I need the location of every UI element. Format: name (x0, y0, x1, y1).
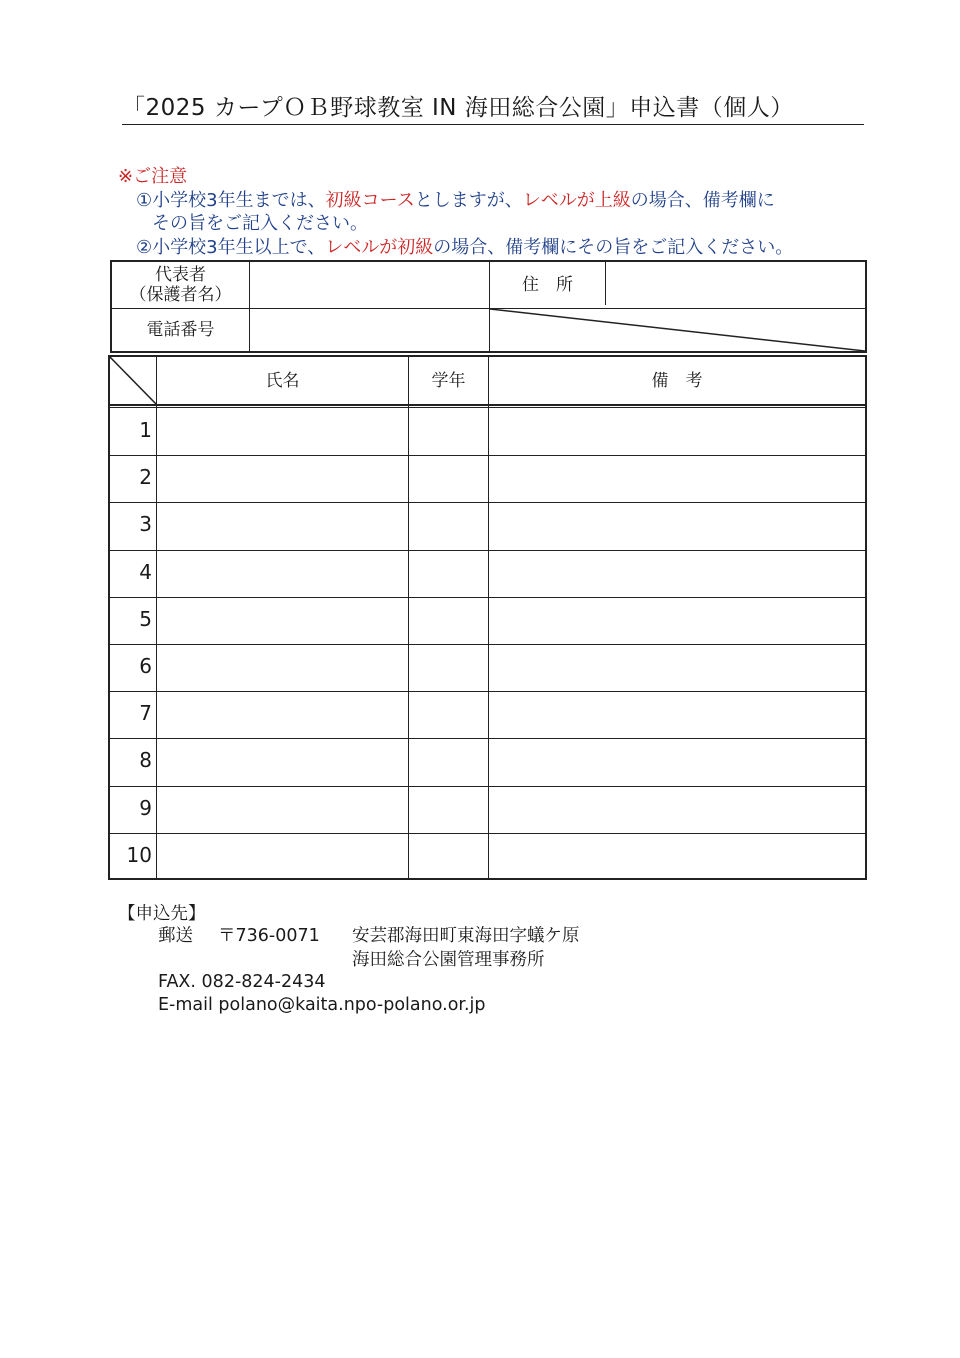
header-diagonal (110, 357, 156, 404)
remarks-field[interactable] (489, 833, 865, 880)
address-label: 住 所 (522, 275, 573, 295)
remarks-field[interactable] (489, 738, 865, 785)
notice-text: ①小学校3年生までは、 (136, 189, 326, 211)
notice-text: としますが、 (414, 189, 523, 211)
grade-field[interactable] (409, 691, 488, 738)
table-row (110, 644, 865, 691)
remarks-field[interactable] (489, 786, 865, 833)
header-remarks: 備 考 (651, 370, 703, 391)
remarks-field[interactable] (489, 455, 865, 502)
remarks-field[interactable] (489, 550, 865, 597)
postal-label: 郵送 (158, 926, 193, 946)
remarks-field[interactable] (489, 408, 865, 455)
name-field[interactable] (157, 597, 408, 644)
remarks-field[interactable] (489, 691, 865, 738)
table-row (110, 786, 865, 833)
phone-field[interactable] (250, 309, 489, 351)
notice-text: ②小学校3年生以上で、 (136, 236, 326, 258)
representative-box (110, 260, 867, 353)
label-text: （保護者名） (129, 285, 232, 305)
row-number: 4 (139, 559, 152, 584)
table-row (110, 455, 865, 502)
table-row (110, 550, 865, 597)
grade-field[interactable] (409, 833, 488, 880)
address-field[interactable] (606, 262, 865, 308)
grade-field[interactable] (409, 455, 488, 502)
notice-highlight: 初級コース (325, 189, 415, 211)
page-title: 「2025 カープＯＢ野球教室 IN 海田総合公園」申込書（個人） (122, 92, 864, 125)
name-field[interactable] (157, 644, 408, 691)
table-row (110, 691, 865, 738)
name-field[interactable] (157, 455, 408, 502)
notice-text: の場合、備考欄に (630, 189, 775, 211)
name-field[interactable] (157, 833, 408, 880)
grade-field[interactable] (409, 408, 488, 455)
notice-highlight: レベルが初級 (325, 236, 434, 258)
remarks-field[interactable] (489, 644, 865, 691)
grade-field[interactable] (409, 644, 488, 691)
office-name: 海田総合公園管理事務所 (352, 950, 545, 970)
table-row (110, 502, 865, 549)
name-field[interactable] (157, 738, 408, 785)
representative-name-field[interactable] (250, 262, 489, 308)
phone-label: 電話番号 (146, 320, 215, 340)
fax-number: FAX. 082-824-2434 (158, 972, 326, 992)
grade-field[interactable] (409, 597, 488, 644)
row-number: 3 (139, 512, 152, 537)
table-row (110, 408, 865, 455)
email-address: E-mail polano@kaita.npo-polano.or.jp (158, 995, 486, 1015)
diagonal-strike (490, 309, 865, 351)
notice-item-2 (118, 236, 858, 260)
name-field[interactable] (157, 786, 408, 833)
header-name: 氏名 (265, 370, 300, 391)
representative-label (112, 262, 249, 308)
notice-text: の場合、備考欄にその旨をご記入ください。 (433, 236, 794, 258)
destination-heading: 【申込先】 (118, 904, 206, 924)
name-field[interactable] (157, 550, 408, 597)
name-field[interactable] (157, 691, 408, 738)
postal-code: 〒736-0071 (218, 926, 320, 946)
address-text: 安芸郡海田町東海田字蟻ケ原 (352, 926, 580, 946)
grade-field[interactable] (409, 502, 488, 549)
participants-table (108, 355, 867, 880)
notice-heading: ※ご注意 (118, 166, 188, 187)
row-number: 8 (139, 748, 152, 773)
notice-item-1 (118, 189, 858, 213)
row-number: 5 (139, 606, 152, 631)
table-row (110, 597, 865, 644)
row-number: 7 (139, 701, 152, 726)
grade-field[interactable] (409, 738, 488, 785)
grade-field[interactable] (409, 550, 488, 597)
table-row (110, 738, 865, 785)
remarks-field[interactable] (489, 502, 865, 549)
notice-item-1-cont: その旨をご記入ください。 (152, 213, 368, 234)
row-number: 1 (139, 418, 152, 442)
notice-section (118, 165, 858, 259)
row-number: 2 (139, 465, 152, 490)
row-number: 6 (139, 654, 152, 678)
label-text: 代表者 (155, 265, 206, 285)
table-row (110, 833, 865, 880)
name-field[interactable] (157, 408, 408, 455)
row-number: 10 (126, 842, 152, 867)
name-field[interactable] (157, 502, 408, 549)
row-number: 9 (139, 795, 152, 820)
remarks-field[interactable] (489, 597, 865, 644)
notice-highlight: レベルが上級 (522, 189, 631, 211)
header-grade: 学年 (431, 370, 466, 391)
grade-field[interactable] (409, 786, 488, 833)
